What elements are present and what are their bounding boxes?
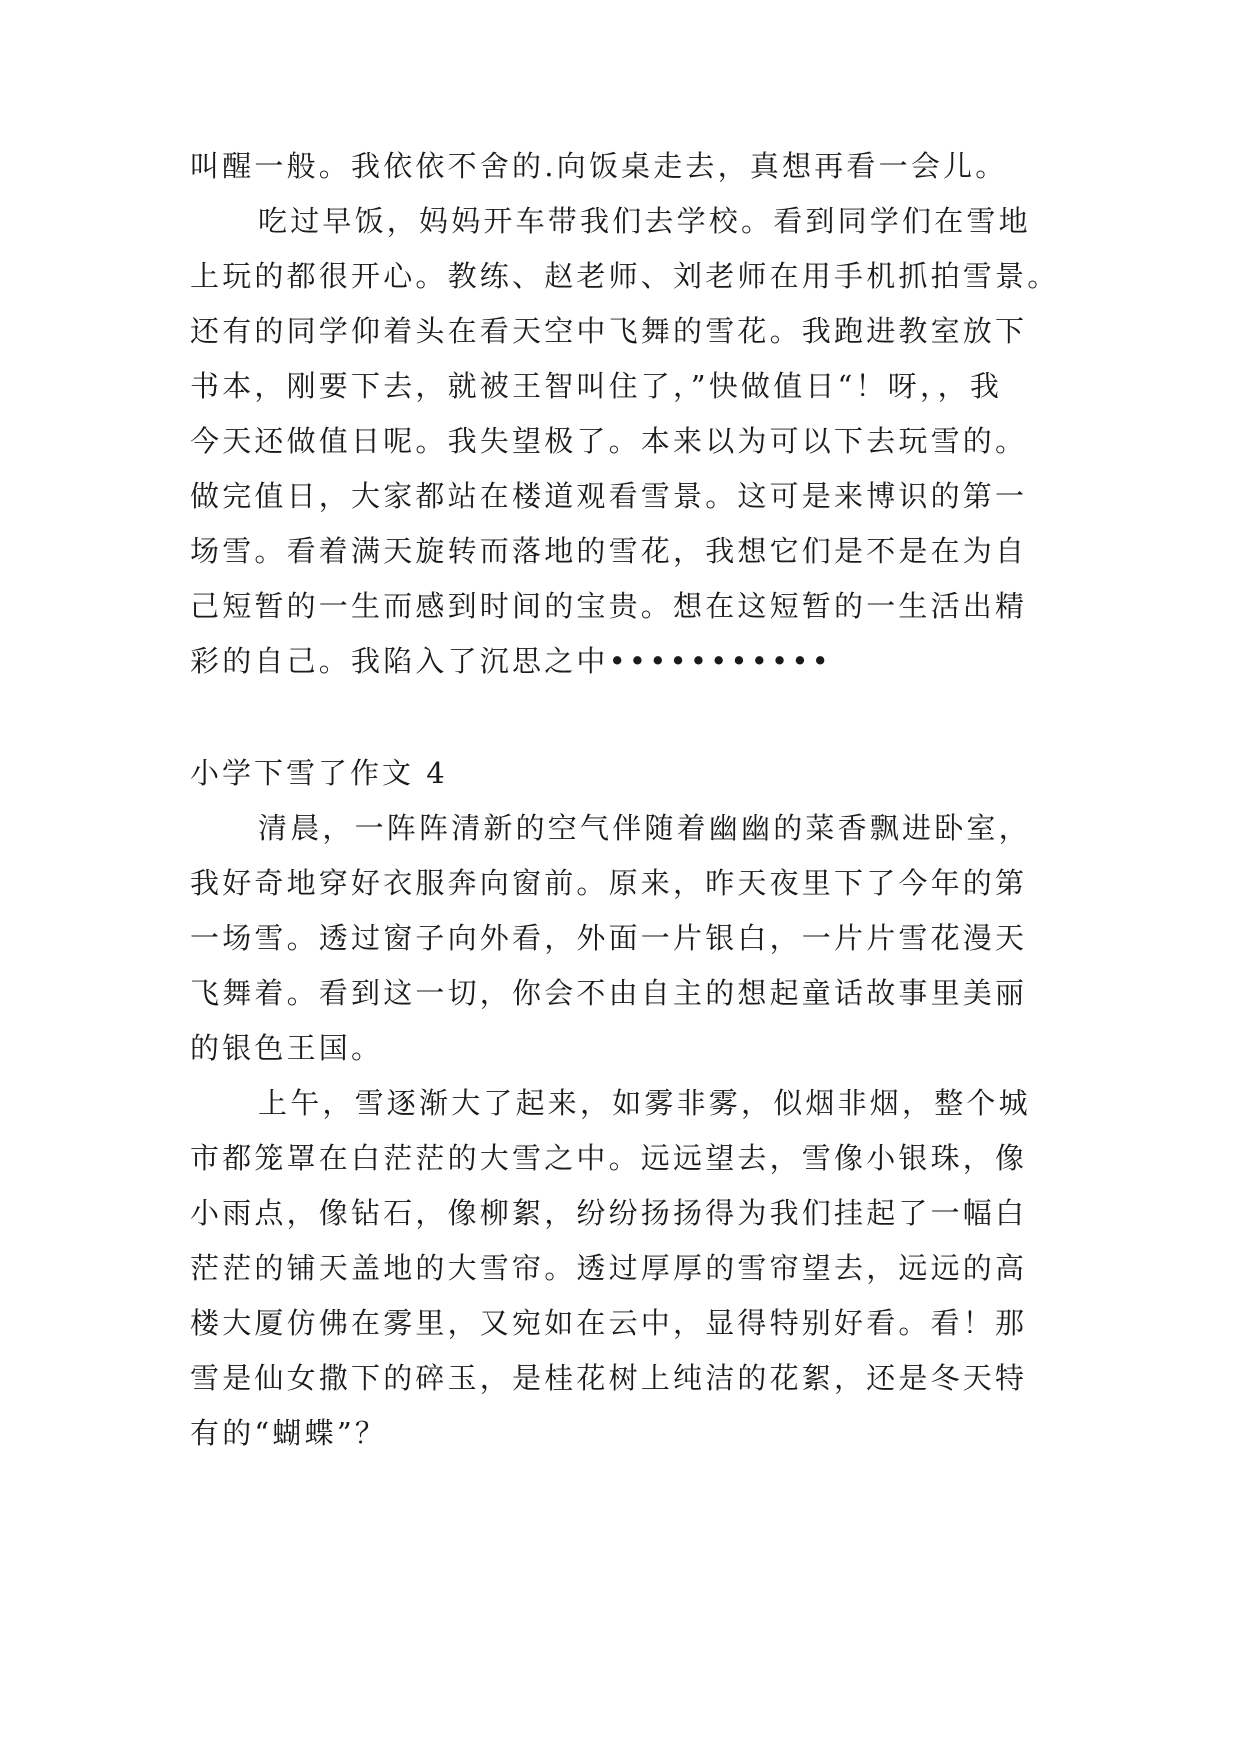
text-line: 有的“蝴蝶”？: [190, 1416, 388, 1450]
text-line: 小雨点，像钻石，像柳絮，纷纷扬扬得为我们挂起了一幅白: [190, 1196, 1028, 1230]
text-line: 市都笼罩在白茫茫的大雪之中。远远望去，雪像小银珠，像: [190, 1141, 1028, 1175]
text-line: 我好奇地穿好衣服奔向窗前。原来，昨天夜里下了今年的第: [190, 866, 1028, 900]
text-line: 上午，雪逐渐大了起来，如雾非雾，似烟非烟，整个城: [258, 1086, 1031, 1120]
text-line: 做完值日，大家都站在楼道观看雪景。这可是来博识的第一: [190, 479, 1028, 513]
text-line: 飞舞着。看到这一切，你会不由自主的想起童话故事里美丽: [190, 976, 1028, 1010]
text-line: 场雪。看着满天旋转而落地的雪花，我想它们是不是在为自: [190, 534, 1028, 568]
text-line: 的银色王国。: [190, 1031, 384, 1065]
text-line: 上玩的都很开心。教练、赵老师、刘老师在用手机抓拍雪景。: [190, 259, 1060, 293]
text-line: 还有的同学仰着头在看天空中飞舞的雪花。我跑进教室放下: [190, 314, 1028, 348]
text-line: 吃过早饭，妈妈开车带我们去学校。看到同学们在雪地: [258, 204, 1031, 238]
text-line: 楼大厦仿佛在雾里，又宛如在云中，显得特别好看。看！那: [190, 1306, 1028, 1340]
text-line: 彩的自己。我陷入了沉思之中•••••••••••: [190, 644, 832, 678]
text-line: 茫茫的铺天盖地的大雪帘。透过厚厚的雪帘望去，远远的高: [190, 1251, 1028, 1285]
text-line: 己短暂的一生而感到时间的宝贵。想在这短暂的一生活出精: [190, 589, 1028, 623]
text-line: 叫醒一般。我依依不舍的.向饭桌走去，真想再看一会儿。: [190, 149, 1008, 183]
text-line: 雪是仙女撒下的碎玉，是桂花树上纯洁的花絮，还是冬天特: [190, 1361, 1028, 1395]
text-line: 今天还做值日呢。我失望极了。本来以为可以下去玩雪的。: [190, 424, 1028, 458]
section-title: 小学下雪了作文 4: [190, 756, 448, 790]
text-line: 一场雪。透过窗子向外看，外面一片银白，一片片雪花漫天: [190, 921, 1028, 955]
text-line: 清晨，一阵阵清新的空气伴随着幽幽的菜香飘进卧室，: [258, 811, 1031, 845]
text-line: 书本，刚要下去，就被王智叫住了，”快做值日“！呀，，我: [190, 369, 1003, 403]
